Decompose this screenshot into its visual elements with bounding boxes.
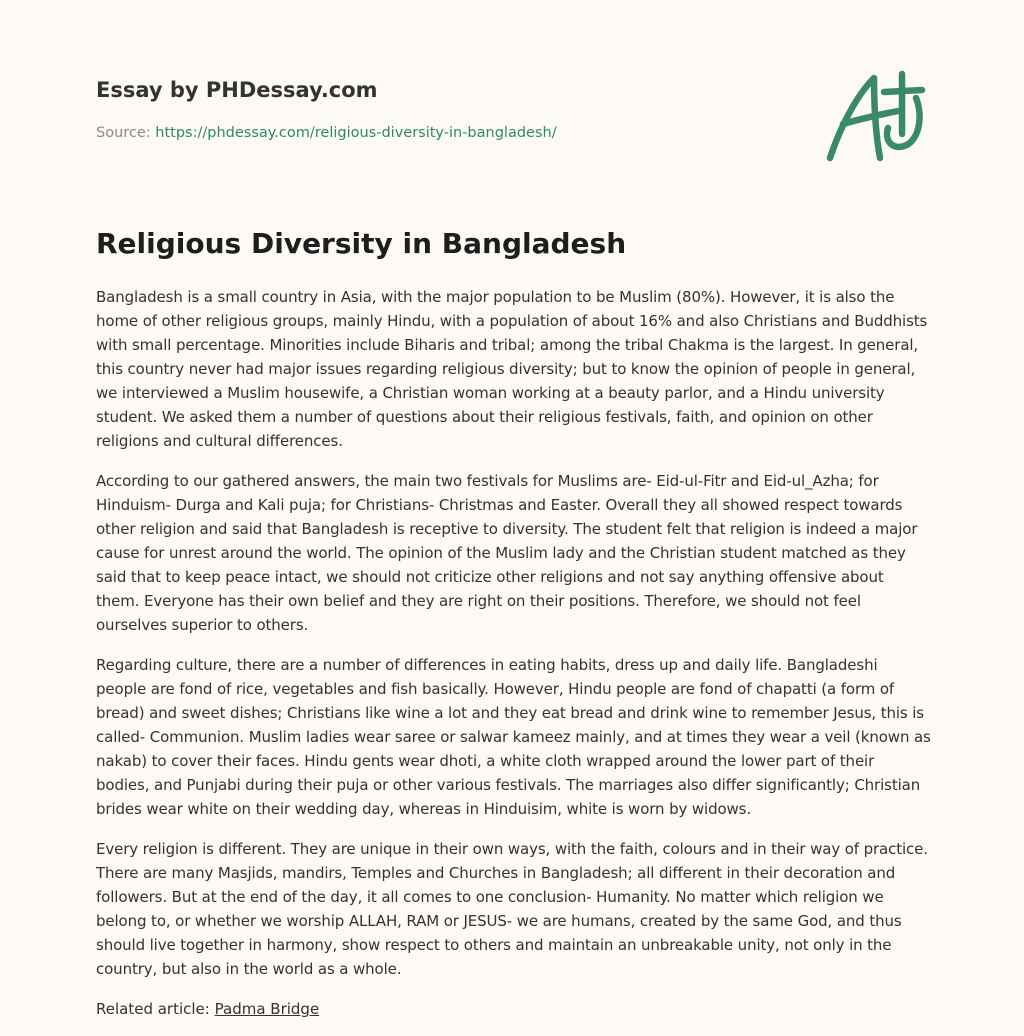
brand-title: Essay by PHDessay.com	[96, 78, 378, 102]
article-paragraph: Regarding culture, there are a number of differences in eating habits, dress up and daily life. Bangladeshi people are fond of rice, vegetables and fish basically. However, Hindu people are fond of chapatti (a form of bread) and sweet dishes; Christians like wine a lot and they eat bread and drink wine to remember Jesus, this is called- Communion. Muslim ladies wear saree or salwar kameez mainly, and at times they wear a veil (known as nakab) to cover their faces. Hindu gents wear dhoti, a white cloth wrapped around the lower part of their bodies, and Punjabi during their puja or other various festivals. The marriages also differ significantly; Christian brides wear white on their wedding day, whereas in Hinduisim, white is worn by widows.	[96, 656, 931, 818]
article-title: Religious Diversity in Bangladesh	[96, 227, 627, 260]
source-label: Source:	[96, 125, 151, 141]
article-body	[96, 285, 931, 1021]
article-paragraph: Bangladesh is a small country in Asia, with the major population to be Muslim (80%). However, it is also the home of other religious groups, mainly Hindu, with a population of about 16% and also Christians and Buddhists with small percentage. Minorities include Biharis and tribal; among the tribal Chakma is the largest. In general, this country never had major issues regarding religious diversity; but to know the opinion of people in general, we interviewed a Muslim housewife, a Christian woman working at a beauty parlor, and a Hindu university student. We asked them a number of questions about their religious festivals, faith, and opinion on other religions and cultural differences.	[96, 288, 928, 450]
a-plus-logo-icon	[818, 66, 930, 166]
article-paragraph: According to our gathered answers, the main two festivals for Muslims are- Eid-ul-Fitr and Eid-ul_Azha; for Hinduism- Durga and Kali puja; for Christians- Christmas and Easter. Overall they all showed respect towards other religion and said that Bangladesh is receptive to diversity. The student felt that religion is indeed a major cause for unrest around the world. The opinion of the Muslim lady and the Christian student matched as they said that to keep peace intact, we should not criticize other religions and not say anything offensive about them. Everyone has their own belief and they are right on their positions. Therefore, we should not feel ourselves superior to others.	[96, 472, 918, 634]
source-link[interactable]: https://phdessay.com/religious-diversity-in-bangladesh/	[155, 125, 557, 141]
related-article-link[interactable]: Padma Bridge	[214, 1000, 320, 1018]
related-label: Related article:	[96, 1000, 210, 1018]
article-paragraph: Every religion is different. They are unique in their own ways, with the faith, colours and in their way of practice. There are many Masjids, mandirs, Temples and Churches in Bangladesh; all different in their decoration and followers. But at the end of the day, it all comes to one conclusion- Humanity. No matter which religion we belong to, or whether we worship ALLAH, RAM or JESUS- we are humans, created by the same God, and thus should live together in harmony, show respect to others and maintain an unbreakable unity, not only in the country, but also in the world as a whole.	[96, 840, 928, 978]
related-article	[96, 997, 931, 1021]
source-line	[96, 123, 557, 143]
